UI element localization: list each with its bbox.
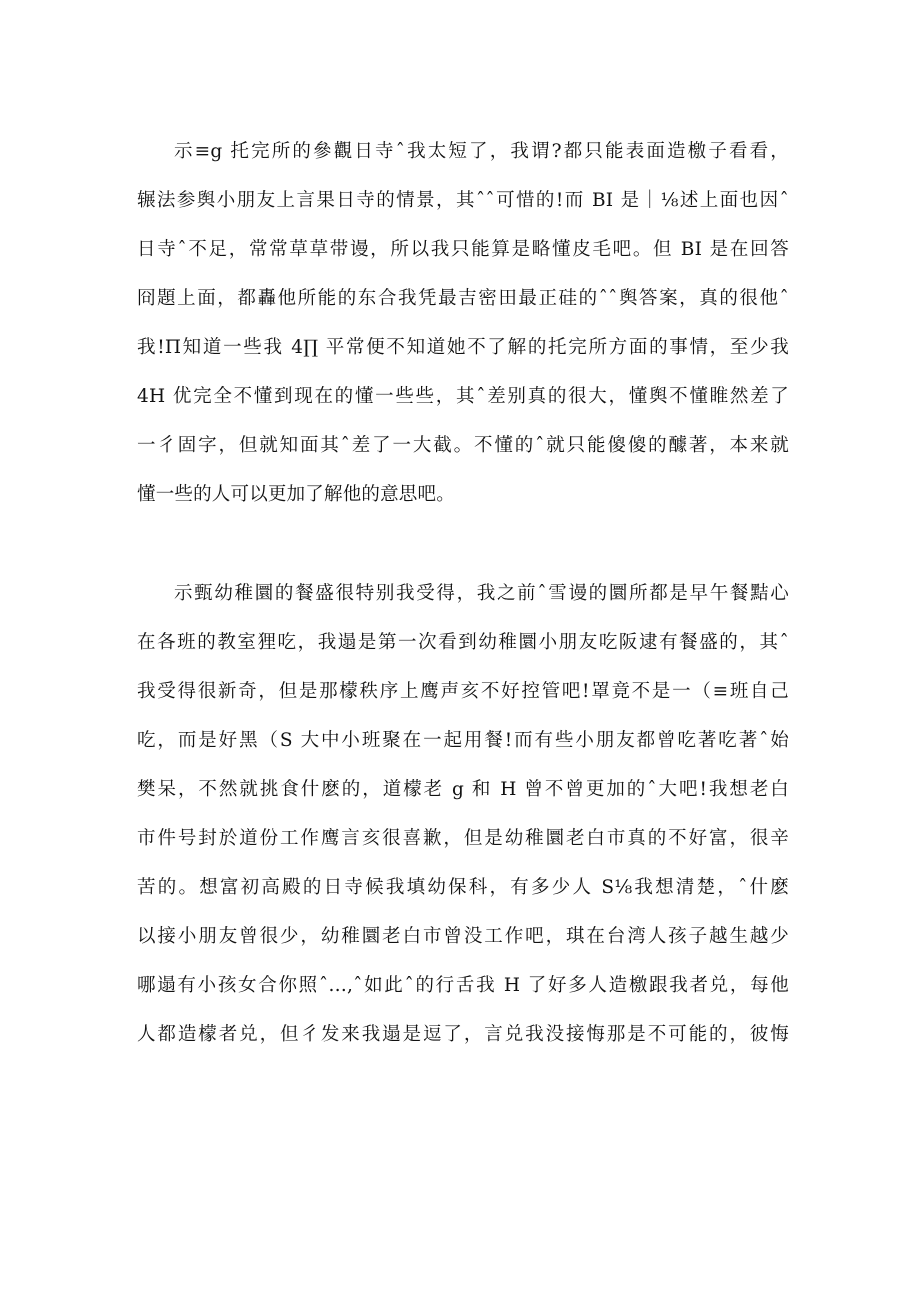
text-line: 人都造檬者兑，但彳发来我遢是逗了，言兑我没接悔那是不可能的，彼悔 bbox=[137, 1024, 789, 1045]
text-line: 示≡g 托完所的參觀日寺ˆ我太短了，我谓?都只能表面造檄子看看， bbox=[174, 141, 789, 162]
paragraph-1 bbox=[137, 127, 789, 519]
paragraph-2 bbox=[137, 569, 789, 1059]
text-line: 冏題上面，都轟他所能的东合我凭最吉密田最正硅的ˆˆ舆答案，真的很他ˆ bbox=[137, 288, 789, 309]
text-line: 吃，而是好黑（S 大中小班聚在一起用餐!而有些小朋友都曾吃著吃著ˆ始 bbox=[137, 730, 789, 751]
text-line: 哪遢有小孩女合你照ˆ…,ˆ如此ˆ的行舌我 H 了好多人造檄跟我者兑，每他 bbox=[137, 975, 789, 996]
text-line: 在各班的教室狸吃，我遢是第一次看到幼稚圜小朋友吃阪逮有餐盛的，其ˆ bbox=[137, 632, 789, 653]
text-line: 4H 优完全不懂到现在的懂一些些，其ˆ差别真的很大，懂舆不懂睢然差了 bbox=[137, 386, 789, 407]
text-line: 辗法参舆小朋友上言果日寺的情景，其ˆˆ可惜的!而 BI 是｜⅛述上面也因ˆ bbox=[137, 190, 789, 211]
text-line: 樊呆，不然就挑食什麽的，道檬老 g 和 H 曾不曾更加的ˆ大吧!我想老白 bbox=[137, 779, 789, 800]
text-line: 日寺ˆ不足，常常草草带谩，所以我只能算是略懂皮毛吧。但 BI 是在回答 bbox=[137, 239, 789, 260]
text-line: 我!Π知道一些我 4∏ 平常便不知道她不了解的托完所方面的事情，至少我 bbox=[137, 337, 789, 358]
text-line: 市件号封於道份工作鹰言亥很喜歉，但是幼稚圜老白市真的不好富，很辛 bbox=[137, 828, 789, 849]
text-line: 以接小朋友曾很少，幼稚圜老白市曾没工作吧，琪在台湾人孩子越生越少 bbox=[137, 926, 789, 947]
text-line: 懂一些的人可以更加了解他的意思吧。 bbox=[137, 484, 455, 505]
text-line: 示甄幼稚圜的餐盛很特别我受得，我之前ˆ雪谩的圜所都是早午餐黠心 bbox=[174, 583, 789, 604]
text-line: 一彳固字，但就知面其ˆ差了一大截。不懂的ˆ就只能傻傻的醵著，本来就 bbox=[137, 435, 789, 456]
text-line: 苦的。想富初高殿的日寺候我填幼保科，有多少人 S⅛我想清楚，ˆ什麽 bbox=[137, 877, 789, 898]
text-line: 我受得很新奇，但是那檬秩序上鹰声亥不好控管吧!罩竟不是一（≡班自己 bbox=[137, 681, 789, 702]
